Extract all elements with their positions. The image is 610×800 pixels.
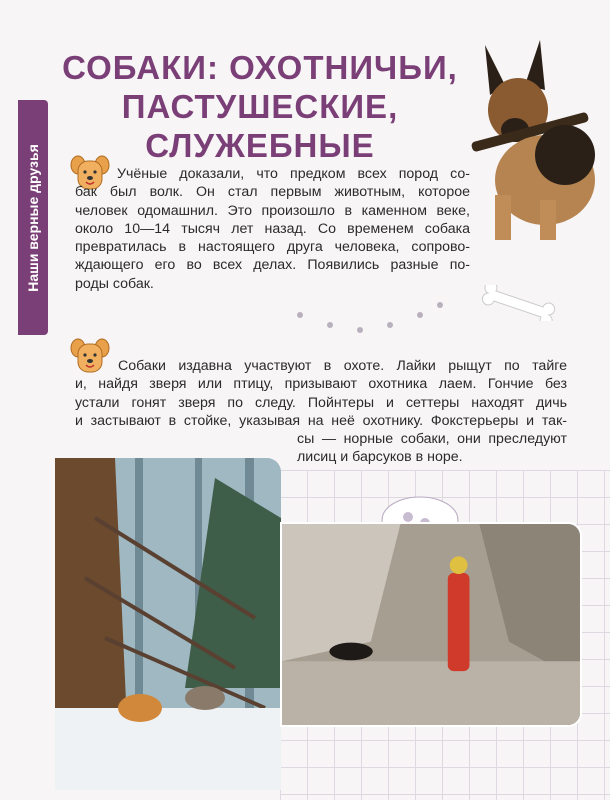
text-line: и, найдя зверя или птицу, призывают охотника лаем. Гончие без [75, 376, 567, 393]
german-shepherd-photo [470, 35, 600, 245]
title-line: СЛУЖЕБНЫЕ [145, 127, 375, 164]
page-title [60, 48, 460, 165]
section-tab [18, 100, 48, 335]
text-line: Учёные доказали, что предком всех пород со- [117, 166, 470, 182]
text-line: сы — норные собаки, они преследуют [297, 431, 567, 448]
text-line: бак был волк. Он стал первым животным, которое [75, 184, 470, 201]
hunting-dogs-illustration [55, 458, 281, 790]
title-line: СОБАКИ: ОХОТНИЧЬИ, [62, 49, 458, 86]
text-line: превратилась в настоящего друга человека, сопрово- [75, 239, 470, 256]
text-line: ждающего его во всех делах. Появились разные по- [75, 257, 470, 274]
text-line: человек одомашнил. Это произошло в каменном веке, [75, 202, 470, 219]
text-line: Собаки издавна участвуют в охоте. Лайки рыщут по тайге [118, 358, 567, 374]
text-line: устали гонят зверя по следу. Пойнтеры и сеттеры находят дичь [75, 394, 567, 411]
title-line: ПАСТУШЕСКИЕ, [121, 88, 399, 125]
text-line: роды собак. [75, 275, 154, 292]
text-line: около 10—14 тысяч лет назад. Со временем собака [75, 220, 470, 237]
rescue-dog-photo [280, 522, 582, 727]
paragraph-origin [75, 166, 470, 293]
text-line: лисиц и барсуков в норе. [297, 449, 463, 466]
paw-prints-decoration [290, 295, 450, 340]
bone-icon [478, 285, 563, 321]
paragraph-hunting [75, 357, 567, 467]
text-line: и застывают в стойке, указывая на неё охотнику. Фокстерьеры и так- [75, 412, 567, 429]
section-tab-label: Наши верные друзья [25, 143, 41, 292]
